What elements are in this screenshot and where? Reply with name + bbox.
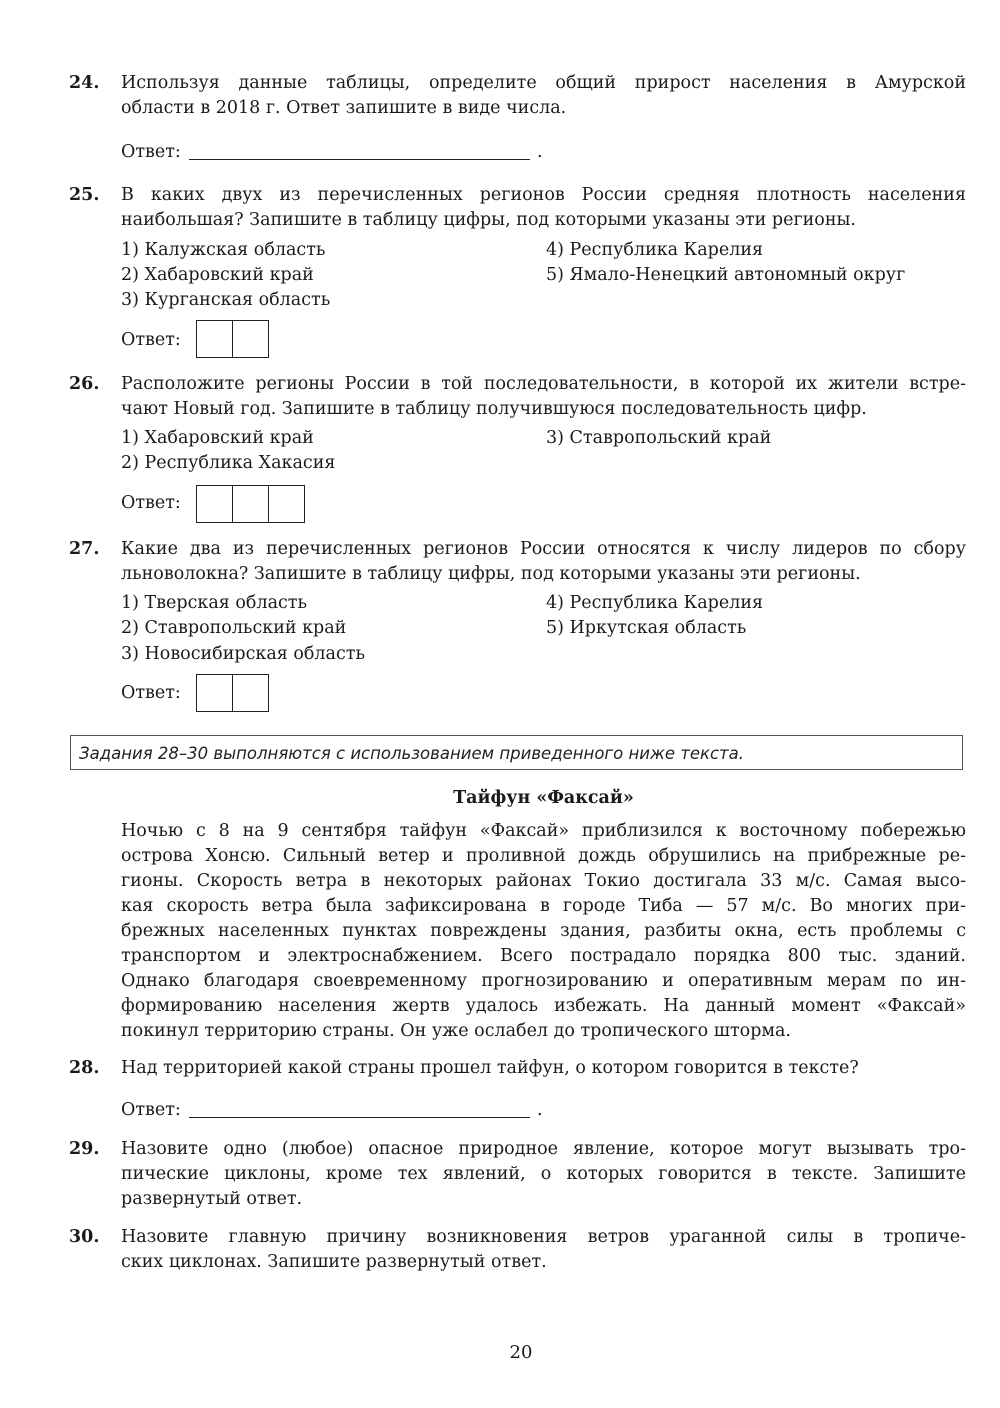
question-27-text: Какие два из перечисленных регионов России относятся к числу лидеров по сбору: [121, 539, 966, 559]
text-line: покинул территорию страны. Он уже ослабел до тропического шторма.: [121, 1021, 791, 1041]
text-line: формированию населения жертв удалось избежать. На данный момент «Факсай»: [121, 996, 966, 1016]
question-27-text: льноволокна? Запишите в таблицу цифры, под которыми указаны эти регионы.: [121, 564, 861, 584]
question-number-27: 27.: [69, 539, 100, 559]
answer-cell[interactable]: [269, 486, 304, 522]
answer-cell[interactable]: [233, 675, 268, 711]
answer-24-field[interactable]: [189, 159, 530, 160]
question-26-text: Расположите регионы России в той последовательности, в которой их жители встре-: [121, 374, 966, 394]
answer-25-boxes[interactable]: [196, 320, 269, 358]
question-29-text: пические циклоны, кроме тех явлений, о которых говорится в тексте. Запишите: [121, 1164, 966, 1184]
question-24-text: области в 2018 г. Ответ запишите в виде числа.: [121, 98, 567, 118]
answer-label: Ответ:: [121, 493, 181, 513]
question-26-text: чают Новый год. Запишите в таблицу получившуюся последовательность цифр.: [121, 399, 867, 419]
period: .: [537, 1100, 543, 1120]
text-line: гионы. Скорость ветра в некоторых районах Токио достигала 33 м/с. Самая высо-: [121, 871, 966, 891]
option: 4) Республика Карелия: [546, 593, 764, 613]
option: 5) Иркутская область: [546, 618, 747, 638]
option: 3) Новосибирская область: [121, 644, 365, 664]
question-29-text: развернутый ответ.: [121, 1189, 303, 1209]
answer-27-boxes[interactable]: [196, 674, 269, 712]
question-number-29: 29.: [69, 1139, 100, 1159]
text-line: кая скорость ветра была зафиксирована в городе Тиба — 57 м/с. Во многих при-: [121, 896, 966, 916]
question-number-28: 28.: [69, 1058, 100, 1078]
answer-label: Ответ:: [121, 1100, 181, 1120]
option: 1) Калужская область: [121, 240, 326, 260]
answer-26-boxes[interactable]: [196, 485, 305, 523]
answer-28-field[interactable]: [189, 1117, 530, 1118]
question-number-25: 25.: [69, 185, 100, 205]
question-29-text: Назовите одно (любое) опасное природное явление, которое могут вызывать тро-: [121, 1139, 966, 1159]
text-line: Ночью с 8 на 9 сентября тайфун «Факсай» приблизился к восточному побережью: [121, 821, 966, 841]
option: 2) Хабаровский край: [121, 265, 314, 285]
question-30-text: Назовите главную причину возникновения ветров ураганной силы в тропиче-: [121, 1227, 966, 1247]
answer-cell[interactable]: [197, 321, 233, 357]
option: 4) Республика Карелия: [546, 240, 764, 260]
question-24-text: Используя данные таблицы, определите общий прирост населения в Амурской: [121, 73, 966, 93]
question-number-26: 26.: [69, 374, 100, 394]
question-30-text: ских циклонах. Запишите развернутый ответ.: [121, 1252, 547, 1272]
text-line: брежных населенных пунктах повреждены здания, разбиты окна, есть проблемы с: [121, 921, 966, 941]
option: 2) Республика Хакасия: [121, 453, 336, 473]
answer-label: Ответ:: [121, 142, 181, 162]
answer-label: Ответ:: [121, 683, 181, 703]
answer-cell[interactable]: [197, 486, 233, 522]
answer-cell[interactable]: [197, 675, 233, 711]
period: .: [537, 142, 543, 162]
question-25-text: В каких двух из перечисленных регионов России средняя плотность населения: [121, 185, 966, 205]
question-28-text: Над территорией какой страны прошел тайфун, о котором говорится в тексте?: [121, 1058, 859, 1078]
option: 1) Хабаровский край: [121, 428, 314, 448]
option: 2) Ставропольский край: [121, 618, 347, 638]
text-title: Тайфун «Факсай»: [453, 788, 634, 808]
question-25-text: наибольшая? Запишите в таблицу цифры, под которыми указаны эти регионы.: [121, 210, 856, 230]
option: 5) Ямало-Ненецкий автономный округ: [546, 265, 906, 285]
question-number-24: 24.: [69, 73, 100, 93]
instruction-box: Задания 28–30 выполняются с использованием приведенного ниже текста.: [70, 735, 963, 770]
text-line: Однако благодаря своевременному прогнозированию и оперативным мерам по ин-: [121, 971, 966, 991]
question-number-30: 30.: [69, 1227, 100, 1247]
text-line: острова Хонсю. Сильный ветер и проливной дождь обрушились на прибрежные ре-: [121, 846, 966, 866]
page-number: 20: [509, 1342, 533, 1363]
text-line: транспортом и электроснабжением. Всего пострадало порядка 800 тыс. зданий.: [121, 946, 966, 966]
answer-cell[interactable]: [233, 486, 269, 522]
answer-label: Ответ:: [121, 330, 181, 350]
option: 1) Тверская область: [121, 593, 308, 613]
answer-cell[interactable]: [233, 321, 268, 357]
option: 3) Курганская область: [121, 290, 331, 310]
option: 3) Ставропольский край: [546, 428, 772, 448]
